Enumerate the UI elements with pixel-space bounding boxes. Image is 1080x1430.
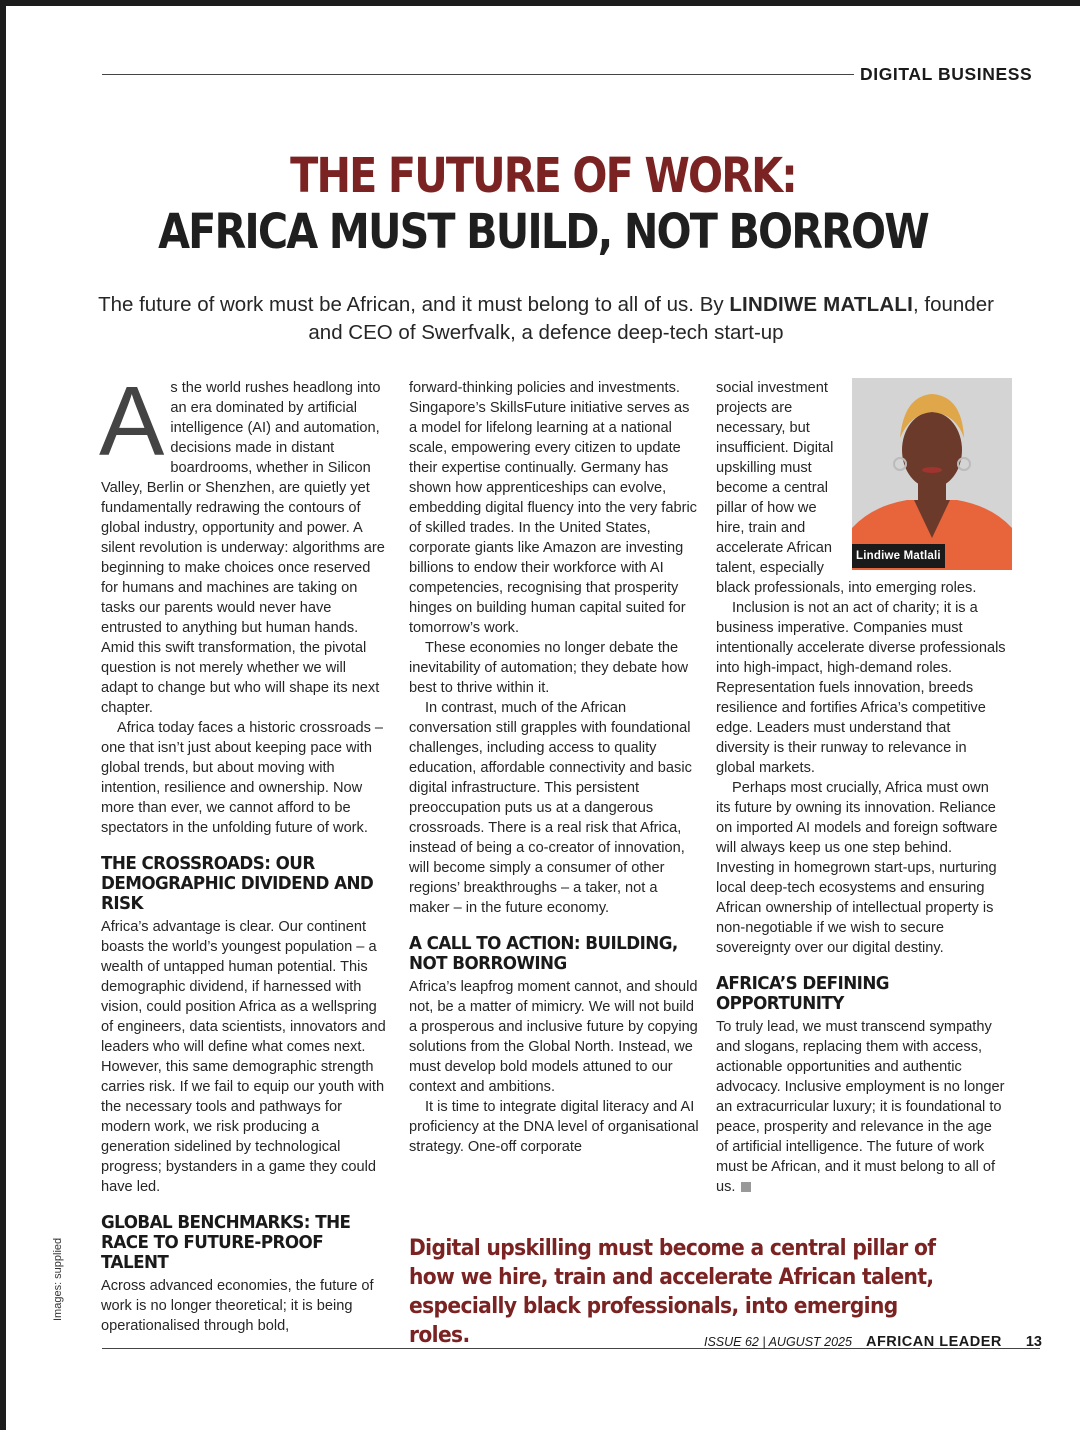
issue-info: ISSUE 62 | AUGUST 2025 [703,1335,852,1349]
photo-caption: Lindiwe Matlali [852,544,945,568]
standfirst-intro: The future of work must be African, and it must belong to all of us. By [98,293,730,316]
paragraph-text: To truly lead, we must transcend sympathy and slogans, replacing them with access, actionable opportunities and authentic advocacy. Inclusive employment is no longer an extracurricular luxury; it is foundational to peace, prosperity and relevance in the age of artificial intelligence. The future of work must be African, and it must belong to all of us. [716,1019,1005,1195]
subheading: THE CROSSROADS: OUR DEMOGRAPHIC DIVIDEND AND RISK [101,853,374,914]
paragraph: In contrast, much of the African conversation still grapples with foundational challenges, including access to quality education, affordable connectivity and basic digital infrastructure. This persistent preoccupation puts us at a dangerous crossroads. There is a real risk that Africa, instead of being a co-creator of innovation, will become simply a consumer of other regions’ breakthroughs – a taker, not a maker – in the future economy. [409,700,692,916]
article-column-3 [716,378,1006,1197]
header-rule [102,74,854,75]
article-column-2 [409,378,699,1157]
magazine-page [6,6,1080,1430]
paragraph-final [716,1017,1006,1197]
headline-line-2: AFRICA MUST BUILD, NOT BORROW [158,204,928,260]
standfirst-role: , founder and CEO of Swerfvalk, a defence deep-tech start-up [308,293,994,344]
headline-line-1: THE FUTURE OF WORK: [290,148,796,204]
paragraph: Perhaps most crucially, Africa must own its future by owning its innovation. Reliance on imported AI models and foreign software will always keep us one step behind. Investing in homegrown start-ups, nurturing local deep-tech ecosystems and ensuring African ownership of intellectual property is non-negotiable if we wish to secure sovereignty over our digital destiny. [716,780,998,956]
paragraph: Africa’s leapfrog moment cannot, and should not, be a matter of mimicry. We will not build a prosperous and inclusive future by copying solutions from the Global North. Instead, we must develop bold models attuned to our context and ambitions. [409,979,698,1095]
paragraph: These economies no longer debate the inevitability of automation; they debate how best to thrive within it. [409,640,689,696]
magazine-name: AFRICAN LEADER [865,1334,1002,1350]
paragraph: s the world rushes headlong into an era dominated by artificial intelligence (AI) and automation, decisions made in distant boardrooms, whether in Silicon Valley, Berlin or Shenzhen, are quietly yet fundamentally redrawing the contours of global industry, opportunity and power. A silent revolution is underway: algorithms are beginning to make choices once reserved for humans and machines are taking on tasks our parents would never have entrusted to anything but human hands. Amid this swift transformation, the pivotal question is not merely whether we will adapt to change but who will shape its next chapter. [101,380,385,716]
subheading: A CALL TO ACTION: BUILDING, NOT BORROWING [409,933,678,974]
paragraph: Africa’s advantage is clear. Our continent boasts the world’s youngest population – a wealth of untapped human potential. This demographic dividend, if harnessed with vision, could position Africa as a wellspring of engineers, data scientists, innovators and leaders who will define what comes next. However, this same demographic strength carries risk. If we fail to equip our youth with the necessary tools and pathways for modern work, we risk producing a generation sidelined by technological progress; bystanders in a game they could have led. [101,919,386,1195]
pull-quote: Digital upskilling must become a central pillar of how we hire, train and accelerate African talent, especially black professionals, into emerging roles. [409,1235,936,1348]
subheading: AFRICA’S DEFINING OPPORTUNITY [716,973,889,1014]
subheading: GLOBAL BENCHMARKS: THE RACE TO FUTURE-PROOF TALENT [101,1212,351,1273]
page-number: 13 [1025,1334,1042,1350]
section-label: DIGITAL BUSINESS [860,64,1033,84]
paragraph: Inclusion is not an act of charity; it is a business imperative. Companies must intentionally accelerate diverse professionals into high-impact, high-demand roles. Representation fuels innovation, breeds resilience and fortifies Africa’s competitive edge. Leaders must understand that diversity is their runway to relevance in global markets. [716,600,1006,776]
author-name: LINDIWE MATLALI [729,293,913,316]
end-mark-icon [741,1182,751,1192]
article-column-1 [99,366,386,1336]
image-credit: Images: supplied [52,1237,64,1321]
paragraph: Africa today faces a historic crossroads – one that isn’t just about keeping pace with global trends, but about moving with intention, resilience and ownership. Now more than ever, we cannot afford to be spectators in the unfolding future of work. [101,720,384,836]
standfirst [96,291,996,347]
page-footer [704,1334,1042,1350]
drop-cap: A [99,366,165,476]
paragraph: Across advanced economies, the future of work is no longer theoretical; it is being operationalised through bold, [101,1278,374,1334]
paragraph: social investment projects are necessary, but insufficient. Digital upskilling must become a central pillar of how we hire, train and accelerate African talent, especially black professionals, into emerging roles. [716,380,977,596]
paragraph: It is time to integrate digital literacy and AI proficiency at the DNA level of organisational strategy. One-off corporate [409,1099,699,1155]
author-photo [852,378,1012,570]
paragraph: forward-thinking policies and investments. Singapore’s SkillsFuture initiative serves as a model for lifelong learning at a national scale, empowering every citizen to update their expertise continually. Germany has shown how apprenticeships can evolve, embedding digital fluency into the very fabric of skilled trades. In the United States, corporate giants like Amazon are investing billions to endow their workforce with AI competencies, recognising that prosperity hinges on building human capital suited for tomorrow’s work. [409,380,697,636]
portrait-image [852,378,1012,570]
